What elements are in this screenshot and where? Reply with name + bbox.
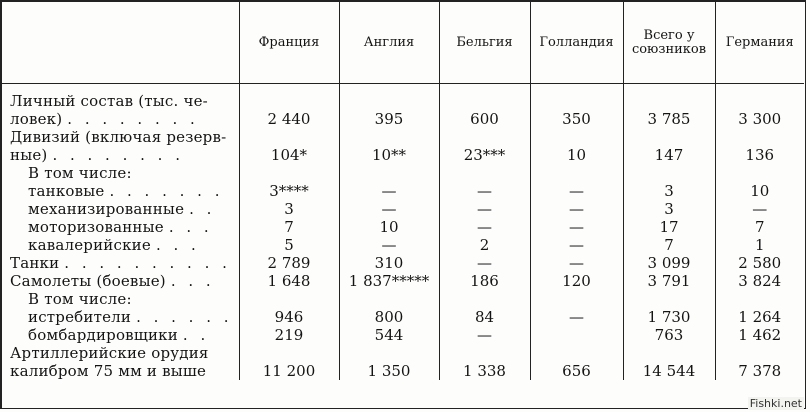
row-label <box>2 308 239 326</box>
table-cell <box>439 290 530 308</box>
table-row <box>2 254 804 272</box>
table-cell: 656 <box>530 362 623 380</box>
table-cell: 5 <box>239 236 339 254</box>
table-cell: 14 544 <box>623 362 715 380</box>
table-cell: 3 791 <box>623 272 715 290</box>
table-cell: 2 580 <box>715 254 804 272</box>
leader-dots: . . . . . . . . <box>52 146 184 164</box>
row-label-text: В том числе: <box>28 290 132 308</box>
header-germany: Германия <box>715 2 804 84</box>
table-cell <box>439 92 530 110</box>
table-cell <box>530 326 623 344</box>
table-row <box>2 290 804 308</box>
table-cell: — <box>439 182 530 200</box>
table-row <box>2 326 804 344</box>
table-cell <box>623 128 715 146</box>
leader-dots: . . . . . . . . . . <box>64 254 231 272</box>
row-label-text: бомбардировщики <box>28 326 178 344</box>
leader-dots: . . . <box>168 218 213 236</box>
row-label <box>2 92 239 110</box>
spacer-row <box>2 84 804 93</box>
table-cell: — <box>339 200 439 218</box>
table-cell <box>239 92 339 110</box>
table-cell: 186 <box>439 272 530 290</box>
row-label <box>2 146 239 164</box>
table-cell: 11 200 <box>239 362 339 380</box>
table-cell: 3 824 <box>715 272 804 290</box>
table-cell <box>239 344 339 362</box>
table-cell: 147 <box>623 146 715 164</box>
table-row <box>2 164 804 182</box>
table-row <box>2 128 804 146</box>
row-label-text: Артиллерийские орудия <box>10 344 209 362</box>
table-cell <box>239 128 339 146</box>
table-row <box>2 362 804 380</box>
header-label-column <box>2 2 239 84</box>
table-cell: 23*** <box>439 146 530 164</box>
table-row <box>2 218 804 236</box>
row-label <box>2 362 239 380</box>
row-label <box>2 326 239 344</box>
table-cell <box>715 92 804 110</box>
table-cell: 310 <box>339 254 439 272</box>
table-cell <box>530 92 623 110</box>
leader-dots: . . . <box>170 272 215 290</box>
table-cell: 2 789 <box>239 254 339 272</box>
row-label <box>2 344 239 362</box>
row-label-text: ловек) <box>10 110 63 128</box>
table-cell: 1 264 <box>715 308 804 326</box>
leader-dots: . . <box>189 200 216 218</box>
table-row <box>2 344 804 362</box>
leader-dots: . . . <box>155 236 200 254</box>
table-cell <box>439 344 530 362</box>
row-label <box>2 254 239 272</box>
table-cell: — <box>439 326 530 344</box>
table-cell: 10 <box>339 218 439 236</box>
table-cell: 7 <box>623 236 715 254</box>
header-france: Франция <box>239 2 339 84</box>
table-cell: 2 <box>439 236 530 254</box>
table-row <box>2 308 804 326</box>
table-cell <box>530 344 623 362</box>
row-label-text: танковые <box>28 182 105 200</box>
table-cell: 1 648 <box>239 272 339 290</box>
table-cell: — <box>439 254 530 272</box>
table-cell: 3 785 <box>623 110 715 128</box>
table-cell: 3 <box>623 182 715 200</box>
table-cell: 10 <box>715 182 804 200</box>
table-cell: 3 300 <box>715 110 804 128</box>
table-cell <box>339 128 439 146</box>
table-cell: — <box>439 200 530 218</box>
table-cell: — <box>715 200 804 218</box>
table-cell: 395 <box>339 110 439 128</box>
table-cell: 1 837***** <box>339 272 439 290</box>
row-label-text: истребители <box>28 308 132 326</box>
row-label-text: В том числе: <box>28 164 132 182</box>
table-cell <box>715 128 804 146</box>
table-cell <box>715 344 804 362</box>
table-row <box>2 146 804 164</box>
header-allies-total: Всего у союзников <box>623 2 715 84</box>
row-label-text: Самолеты (боевые) <box>10 272 166 290</box>
header-netherlands: Голландия <box>530 2 623 84</box>
table-cell: 3**** <box>239 182 339 200</box>
table-cell: 1 <box>715 236 804 254</box>
header-belgium: Бельгия <box>439 2 530 84</box>
table-cell: 763 <box>623 326 715 344</box>
table-cell: 7 <box>239 218 339 236</box>
table-cell: 3 <box>239 200 339 218</box>
table-cell: 120 <box>530 272 623 290</box>
row-label <box>2 236 239 254</box>
table-cell: — <box>339 182 439 200</box>
table-cell: 7 378 <box>715 362 804 380</box>
table-row <box>2 182 804 200</box>
leader-dots: . . . . . . <box>136 308 233 326</box>
table-cell <box>339 92 439 110</box>
table-cell <box>623 290 715 308</box>
table-cell: — <box>530 236 623 254</box>
table-cell <box>530 290 623 308</box>
table-row <box>2 272 804 290</box>
table-cell: — <box>530 182 623 200</box>
table-cell: 3 099 <box>623 254 715 272</box>
table-cell: — <box>439 218 530 236</box>
table-cell <box>623 92 715 110</box>
row-label-text: Танки <box>10 254 60 272</box>
table-cell <box>339 164 439 182</box>
watermark: Fishki.net <box>749 397 802 410</box>
leader-dots: . . . . . . . <box>109 182 224 200</box>
row-label-text: калибром 75 мм и выше <box>10 362 207 380</box>
row-label-text: моторизованные <box>28 218 164 236</box>
table-row <box>2 92 804 110</box>
table-cell: 17 <box>623 218 715 236</box>
table-cell: — <box>530 218 623 236</box>
table-cell: 800 <box>339 308 439 326</box>
row-label <box>2 200 239 218</box>
header-england: Англия <box>339 2 439 84</box>
table-cell: 350 <box>530 110 623 128</box>
table-cell: 600 <box>439 110 530 128</box>
table-cell <box>530 128 623 146</box>
row-label <box>2 290 239 308</box>
row-label <box>2 110 239 128</box>
table-cell <box>715 290 804 308</box>
row-label-text: кавалерийские <box>28 236 151 254</box>
table-cell <box>530 164 623 182</box>
table-cell: 10** <box>339 146 439 164</box>
table-row <box>2 236 804 254</box>
table-cell: — <box>339 236 439 254</box>
table-cell <box>623 164 715 182</box>
table-cell <box>439 164 530 182</box>
forces-comparison-table <box>2 2 804 380</box>
table-cell: 136 <box>715 146 804 164</box>
table-cell <box>239 290 339 308</box>
table-cell: 10 <box>530 146 623 164</box>
leader-dots: . . <box>182 326 210 344</box>
table-cell: — <box>530 308 623 326</box>
table-cell: 3 <box>623 200 715 218</box>
table-cell <box>623 344 715 362</box>
table-cell <box>239 164 339 182</box>
table-cell <box>339 344 439 362</box>
table-cell: 84 <box>439 308 530 326</box>
table-cell: 1 338 <box>439 362 530 380</box>
table-cell: — <box>530 254 623 272</box>
leader-dots: . . . . . . . . <box>67 110 199 128</box>
table-cell: 104* <box>239 146 339 164</box>
table-cell: 1 350 <box>339 362 439 380</box>
table-cell: 1 462 <box>715 326 804 344</box>
table-cell: 2 440 <box>239 110 339 128</box>
row-label-text: механизированные <box>28 200 185 218</box>
table-cell <box>339 290 439 308</box>
row-label <box>2 218 239 236</box>
row-label <box>2 272 239 290</box>
table-cell: 544 <box>339 326 439 344</box>
table-cell: 7 <box>715 218 804 236</box>
row-label <box>2 128 239 146</box>
row-label <box>2 182 239 200</box>
row-label-text: ные) <box>10 146 48 164</box>
row-label-text: Дивизий (включая резерв- <box>10 128 227 146</box>
table-cell <box>715 164 804 182</box>
row-label-text: Личный состав (тыс. че- <box>10 92 208 110</box>
table-row <box>2 200 804 218</box>
table-cell: 219 <box>239 326 339 344</box>
table-row <box>2 110 804 128</box>
table-cell: — <box>530 200 623 218</box>
table-cell: 946 <box>239 308 339 326</box>
table-cell <box>439 128 530 146</box>
table-cell: 1 730 <box>623 308 715 326</box>
header-row <box>2 2 804 84</box>
row-label <box>2 164 239 182</box>
